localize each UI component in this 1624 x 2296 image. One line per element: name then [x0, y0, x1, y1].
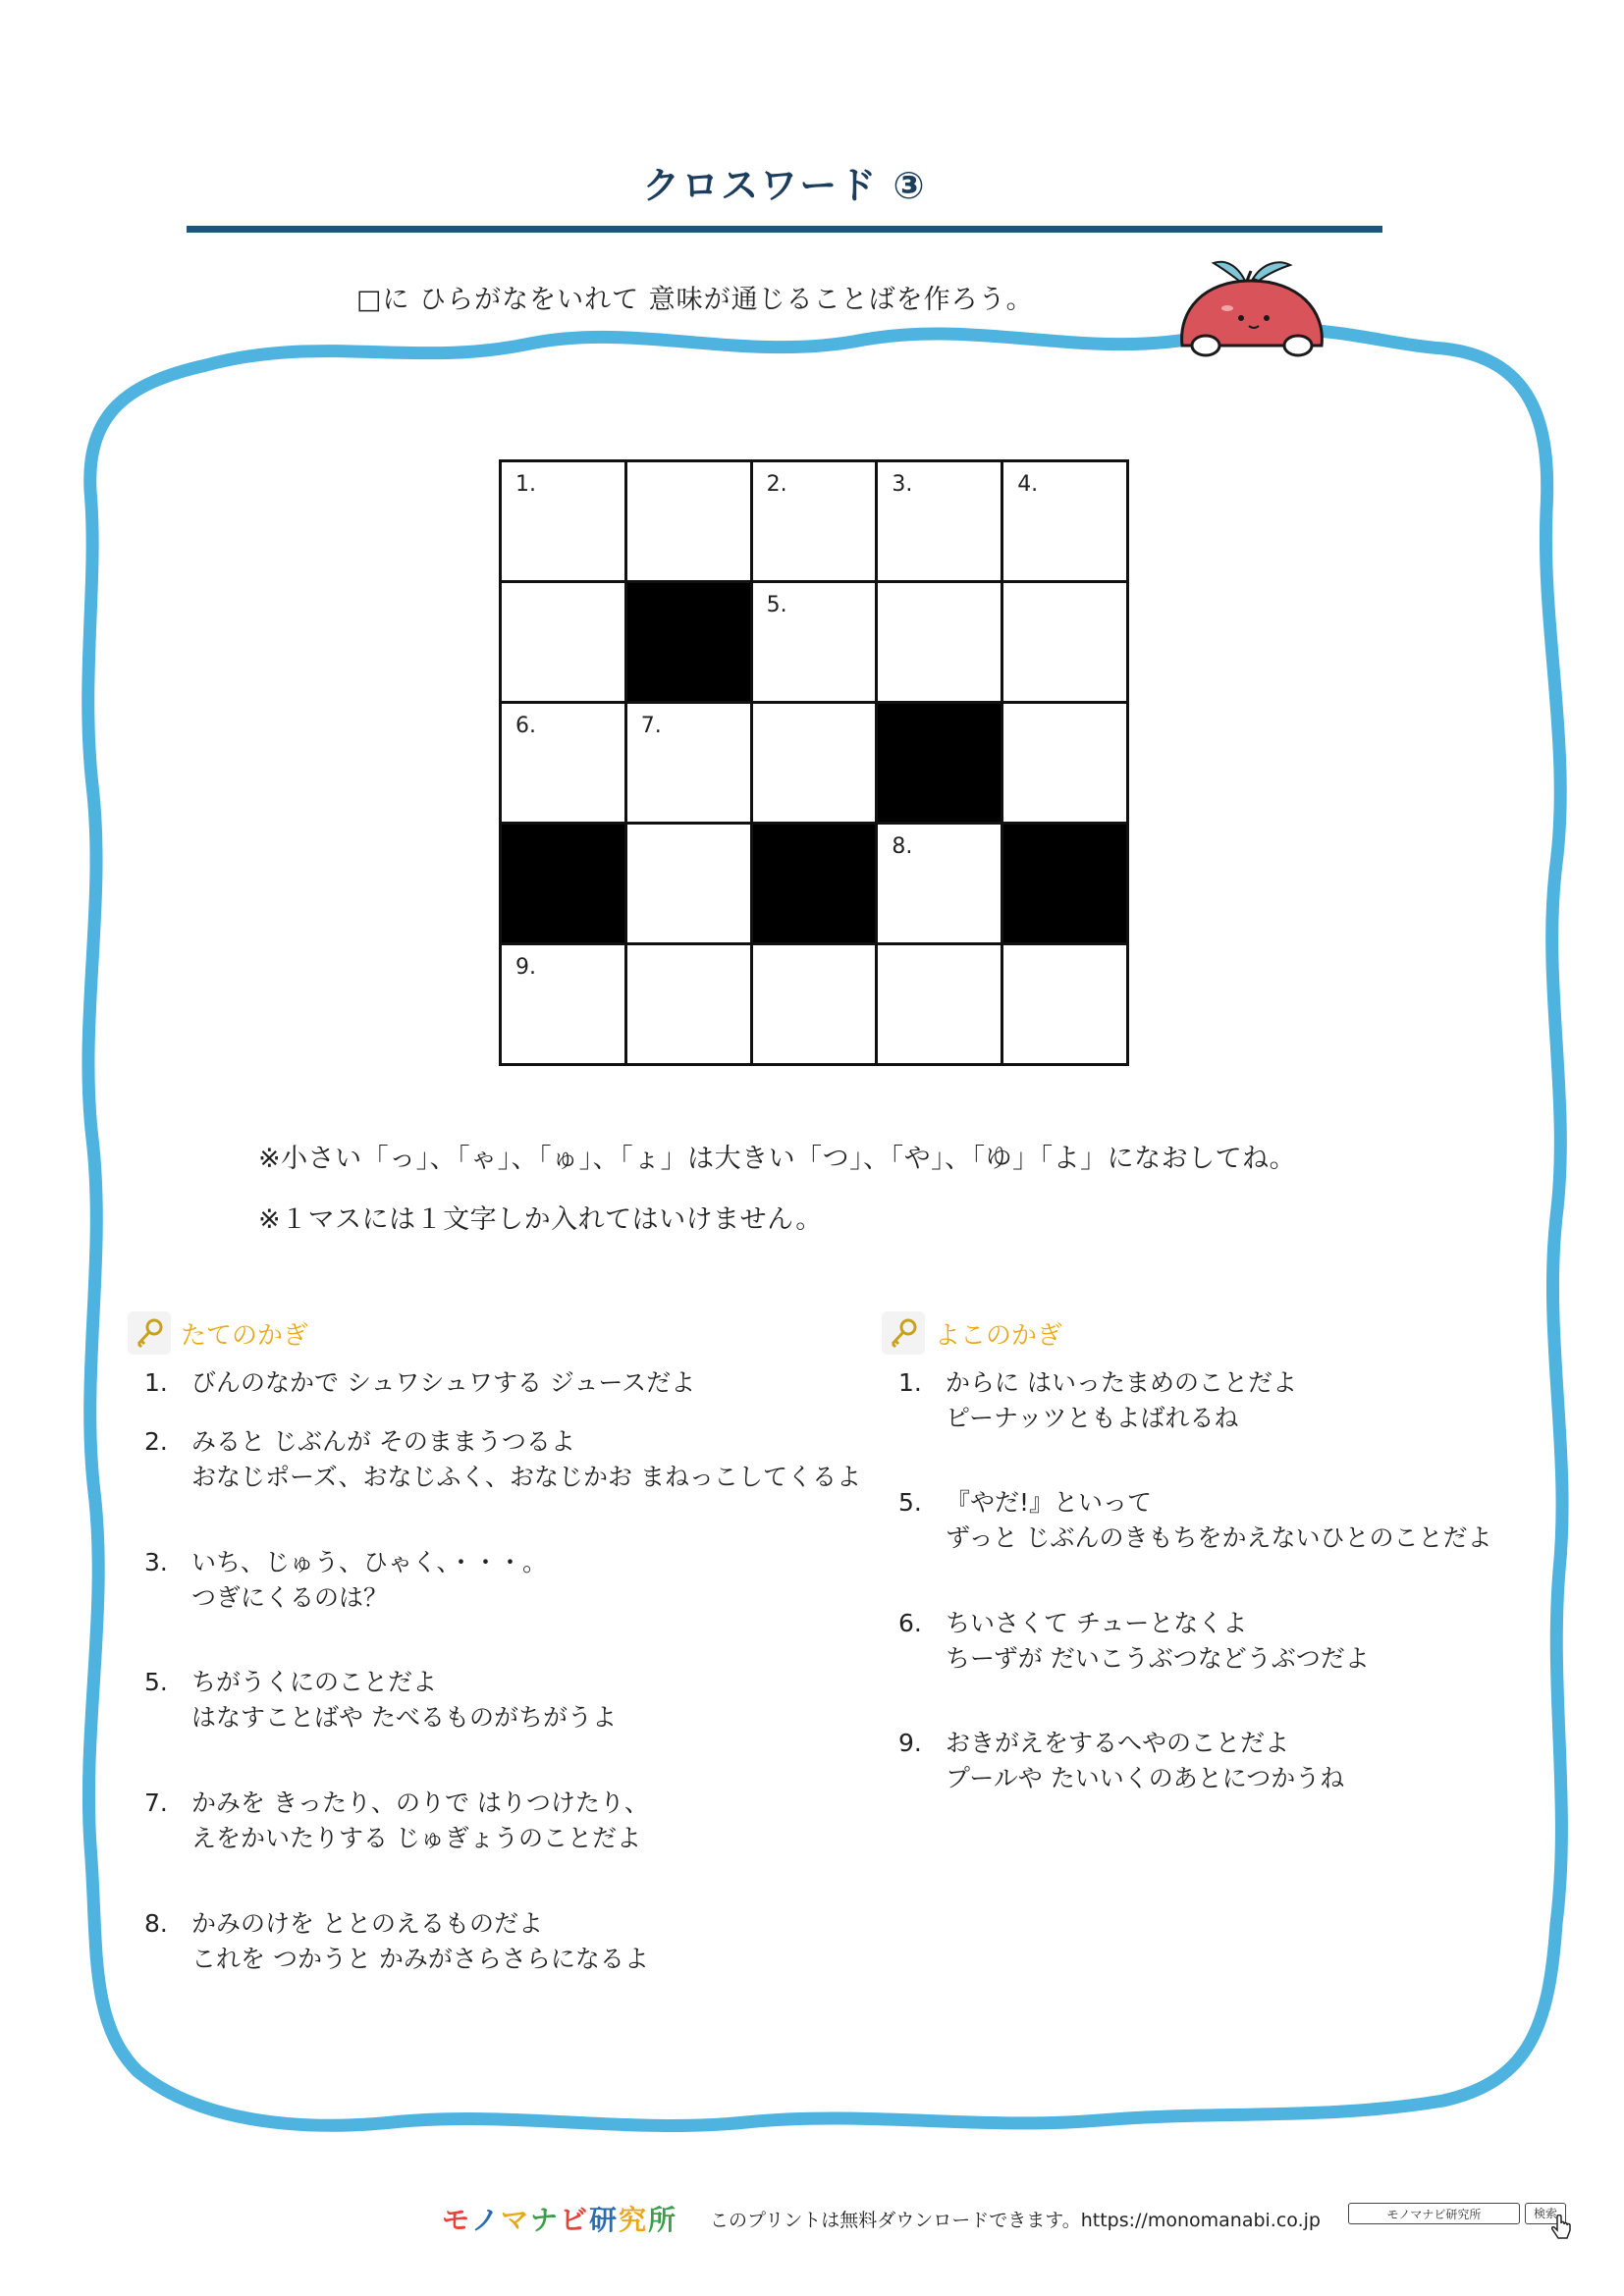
mascot-illustration — [1168, 251, 1335, 359]
cell-number: 1. — [515, 472, 536, 497]
grid-cell[interactable] — [1003, 583, 1126, 701]
logo-char: モ — [442, 2204, 472, 2236]
across-clues-heading — [882, 1311, 1062, 1355]
clue-text — [946, 1365, 1297, 1436]
cell-number: 8. — [892, 834, 913, 859]
clue-line: これを つかうと かみがさらさらになるよ — [191, 1945, 649, 1973]
clue-number: 1. — [144, 1368, 168, 1397]
clue-line: からに はいったまめのことだよ — [946, 1368, 1297, 1397]
clue-number: 7. — [144, 1789, 168, 1817]
cell-number: 9. — [515, 955, 536, 980]
grid-cell[interactable] — [627, 945, 750, 1063]
hand-cursor-icon — [1551, 2215, 1573, 2242]
grid-cell[interactable] — [878, 462, 1001, 580]
grid-cell[interactable] — [753, 704, 876, 822]
clue-line: おなじポーズ、おなじふく、おなじかお まねっこしてくるよ — [191, 1463, 861, 1491]
footer-search-field[interactable]: モノマナビ研究所 — [1348, 2203, 1520, 2224]
grid-cell-black — [753, 825, 876, 942]
footer-notice: このプリントは無料ダウンロードできます。https://monomanabi.co.jp — [710, 2210, 1321, 2231]
cell-number: 5. — [766, 593, 787, 617]
key-icon — [128, 1311, 171, 1355]
logo-char: 研 — [589, 2204, 620, 2236]
clue-number: 9. — [898, 1729, 922, 1757]
clue-number: 1. — [898, 1368, 922, 1397]
grid-cell-black — [878, 704, 1001, 822]
clue-line: えをかいたりする じゅぎょうのことだよ — [191, 1824, 641, 1852]
clue-line: ちがうくにのことだよ — [191, 1668, 438, 1696]
clue-number: 5. — [898, 1488, 922, 1517]
page-title: クロスワード ③ — [642, 164, 927, 207]
footer-search-button[interactable]: 検索 — [1525, 2203, 1566, 2224]
logo-char: 究 — [619, 2204, 649, 2236]
grid-cell-black — [627, 583, 750, 701]
grid-cell[interactable] — [627, 462, 750, 580]
clue-text — [191, 1424, 861, 1495]
title-divider — [187, 226, 1382, 233]
cell-number: 2. — [766, 472, 787, 497]
clue-number: 2. — [144, 1427, 168, 1456]
down-clues-heading — [128, 1311, 308, 1355]
clue-line: みると じぶんが そのままうつるよ — [191, 1427, 575, 1456]
grid-cell[interactable] — [1003, 704, 1126, 822]
clue-text — [946, 1485, 1491, 1556]
grid-cell[interactable] — [502, 704, 624, 822]
clue-text — [946, 1726, 1344, 1796]
cell-number: 6. — [515, 714, 536, 738]
grid-cell[interactable] — [1003, 945, 1126, 1063]
clue-line: はなすことばや たべるものがちがうよ — [191, 1703, 617, 1732]
grid-cell[interactable] — [502, 945, 624, 1063]
clue-line: びんのなかで シュワシュワする ジュースだよ — [191, 1368, 696, 1397]
grid-cell[interactable] — [753, 462, 876, 580]
clue-line: ずっと じぶんのきもちをかえないひとのことだよ — [946, 1523, 1492, 1552]
cell-number: 7. — [640, 714, 662, 738]
note-small-kana: ※小さい「っ」、「ゃ」、「ゅ」、「ょ」は大きい「つ」、「や」、「ゆ」「よ」になおしてね。 — [258, 1144, 1297, 1174]
clue-text — [191, 1786, 649, 1856]
grid-cell[interactable] — [878, 583, 1001, 701]
key-icon — [882, 1311, 925, 1355]
clue-text — [191, 1365, 695, 1401]
instruction-text: □に ひらがなをいれて 意味が通じることばを作ろう。 — [356, 285, 1034, 315]
grid-cell[interactable] — [1003, 462, 1126, 580]
grid-cell[interactable] — [878, 945, 1001, 1063]
clue-number: 3. — [144, 1548, 168, 1576]
clue-line: プールや たいいくのあとにつかうね — [946, 1764, 1345, 1792]
grid-cell[interactable] — [753, 583, 876, 701]
footer-logo — [442, 2199, 677, 2238]
clue-text — [191, 1906, 649, 1977]
logo-char: 所 — [648, 2204, 678, 2236]
grid-cell-black — [502, 825, 624, 942]
logo-char: ノ — [471, 2204, 502, 2236]
down-heading-label: たてのかぎ — [181, 1320, 309, 1351]
grid-cell[interactable] — [753, 945, 876, 1063]
grid-cell[interactable] — [502, 583, 624, 701]
clue-line: かみのけを ととのえるものだよ — [191, 1909, 543, 1938]
logo-char: ナ — [530, 2204, 561, 2236]
clue-line: かみを きったり、のりで はりつけたり、 — [191, 1789, 649, 1817]
clue-number: 5. — [144, 1668, 168, 1696]
grid-cell[interactable] — [878, 825, 1001, 942]
clue-line: いち、じゅう、ひゃく、・・・。 — [191, 1548, 548, 1576]
cell-number: 4. — [1017, 472, 1039, 497]
note-one-char: ※１マスには１文字しか入れてはいけません。 — [258, 1204, 823, 1235]
grid-cell[interactable] — [627, 825, 750, 942]
across-heading-label: よこのかぎ — [935, 1320, 1063, 1351]
clue-line: つぎにくるのは？ — [191, 1583, 389, 1612]
crossword-grid — [499, 459, 1129, 1066]
clue-text — [191, 1545, 547, 1616]
clue-line: 『やだ!』といって — [946, 1488, 1153, 1517]
clue-line: ちいさくて チューとなくよ — [946, 1609, 1248, 1637]
grid-cell[interactable] — [627, 704, 750, 822]
clue-line: ピーナッツともよばれるね — [946, 1404, 1239, 1432]
clue-line: ちーずが だいこうぶつなどうぶつだよ — [946, 1644, 1370, 1673]
cell-number: 3. — [892, 472, 913, 497]
clue-text — [191, 1665, 617, 1735]
grid-cell-black — [1003, 825, 1126, 942]
clue-line: おきがえをするへやのことだよ — [946, 1729, 1290, 1757]
clue-number: 6. — [898, 1609, 922, 1637]
clue-number: 8. — [144, 1909, 168, 1938]
clue-text — [946, 1606, 1370, 1677]
logo-char: ビ — [560, 2204, 590, 2236]
logo-char: マ — [501, 2204, 531, 2236]
grid-cell[interactable] — [502, 462, 624, 580]
